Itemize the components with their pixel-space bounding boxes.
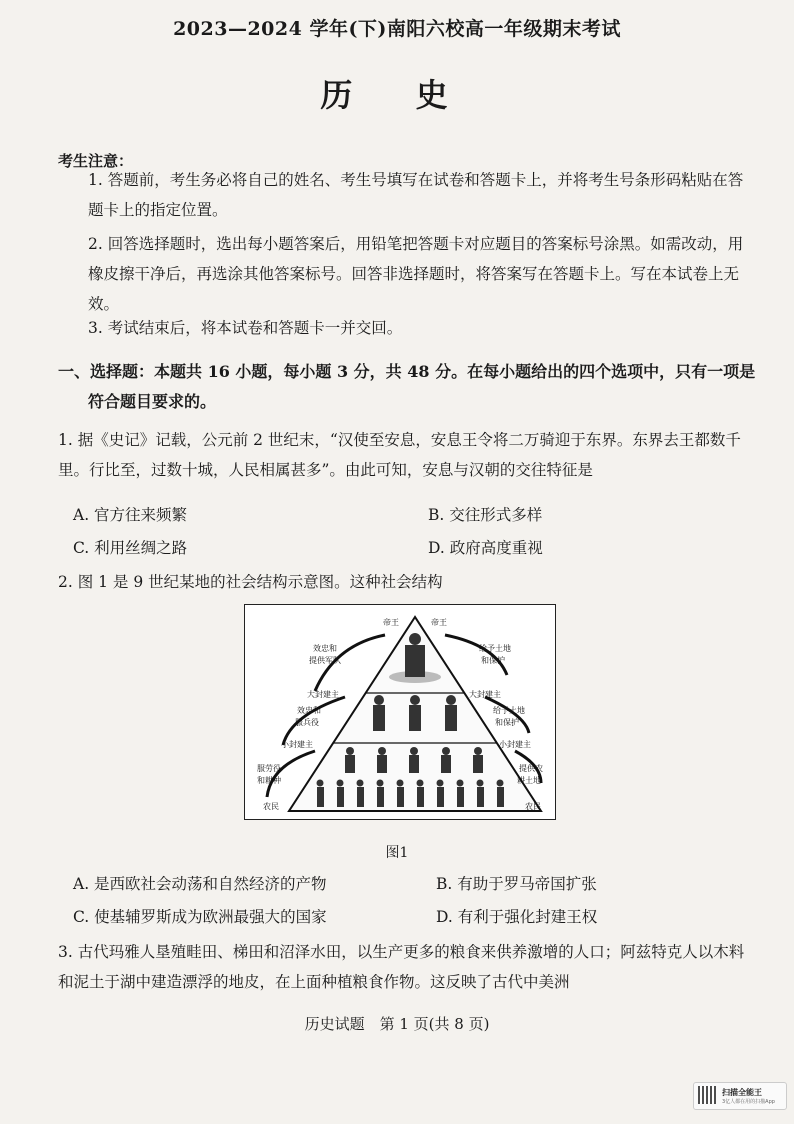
scanner-badge [693, 1082, 787, 1110]
notice-item-1: 1. 答题前，考生务必将自己的姓名、考生号填写在试卷和答题卡上，并将考生号条形码粘贴在答题卡上的指定位置。 [88, 171, 744, 219]
label-labor: 服劳役和耕种 [257, 764, 281, 785]
feudal-pyramid-figure [244, 604, 556, 820]
subject-title: 历 史 [320, 76, 474, 114]
page-footer: 历史试题 第 1 页(共 8 页) [304, 1015, 490, 1033]
label-land-protect: 给予土地和保护 [479, 644, 511, 665]
label-loyal-service: 效忠和服兵役 [295, 706, 321, 727]
q1-option-b: B. 交往形式多样 [428, 506, 543, 524]
q2-option-d: D. 有利于强化封建王权 [436, 908, 598, 926]
question-2-stem: 2. 图 1 是 9 世纪某地的社会结构示意图。这种社会结构 [58, 573, 443, 591]
exam-title: 2023—2024 学年(下)南阳六校高一年级期末考试 [173, 18, 621, 40]
qr-code-icon [698, 1086, 716, 1104]
section-line-1: 一、选择题：本题共 16 小题，每小题 3 分，共 48 分。在每小题给出的四个选项中，只有一项是 [58, 362, 756, 381]
notice-item-2: 2. 回答选择题时，选出每小题答案后，用铅笔把答题卡对应题目的答案标号涂黑。如需改动，用橡皮擦干净后，再选涂其他答案标号。回答非选择题时，将答案写在答题卡上。写在本试卷上无效。 [88, 235, 744, 313]
q2-option-b: B. 有助于罗马帝国扩张 [436, 875, 597, 893]
q1-option-c: C. 利用丝绸之路 [73, 539, 188, 557]
label-king-left: 帝王 [383, 618, 399, 627]
pyramid-diagram [245, 605, 555, 819]
q2-option-c: C. 使基辅罗斯成为欧洲最强大的国家 [73, 908, 327, 926]
label-great-lord-left: 大封建主 [307, 690, 339, 699]
q1-option-d: D. 政府高度重视 [428, 539, 543, 557]
scanner-sub: 3亿人都在用的扫描App [722, 1099, 775, 1105]
section-heading [58, 357, 758, 417]
notice-item-3: 3. 考试结束后，将本试卷和答题卡一并交回。 [88, 319, 403, 337]
q1-option-a: A. 官方往来频繁 [73, 506, 188, 524]
q2-option-a: A. 是西欧社会动荡和自然经济的产物 [73, 875, 327, 893]
label-loyal-army: 效忠和提供军队 [309, 644, 341, 665]
label-peasant-left: 农民 [263, 802, 279, 811]
notice-heading: 考生注意： [58, 152, 134, 170]
section-line-2: 符合题目要求的。 [88, 392, 217, 411]
label-small-lord-right: 小封建主 [499, 740, 531, 749]
figure-caption: 图1 [385, 845, 409, 861]
label-peasant-right: 农民 [525, 802, 541, 811]
label-small-lord-left: 小封建主 [281, 740, 313, 749]
scanner-name: 扫描全能王 [722, 1088, 762, 1097]
label-land-protect-2: 给予土地和保护 [493, 706, 525, 727]
label-king-right: 帝王 [431, 618, 447, 627]
label-land-farm: 提供农耕土地 [517, 764, 543, 785]
question-1-stem: 1. 据《史记》记载，公元前 2 世纪末，“汉使至安息，安息王令将二万骑迎于东界。东界去王都数千里。行比至，过数十城，人民相属甚多”。由此可知，安息与汉朝的交往特征是 [58, 431, 741, 479]
label-great-lord-right: 大封建主 [469, 690, 501, 699]
question-3-stem: 3. 古代玛雅人垦殖畦田、梯田和沼泽水田，以生产更多的粮食来供养激增的人口；阿兹特克人以木料和泥土于湖中建造漂浮的地皮，在上面种植粮食作物。这反映了古代中美洲 [58, 943, 745, 991]
